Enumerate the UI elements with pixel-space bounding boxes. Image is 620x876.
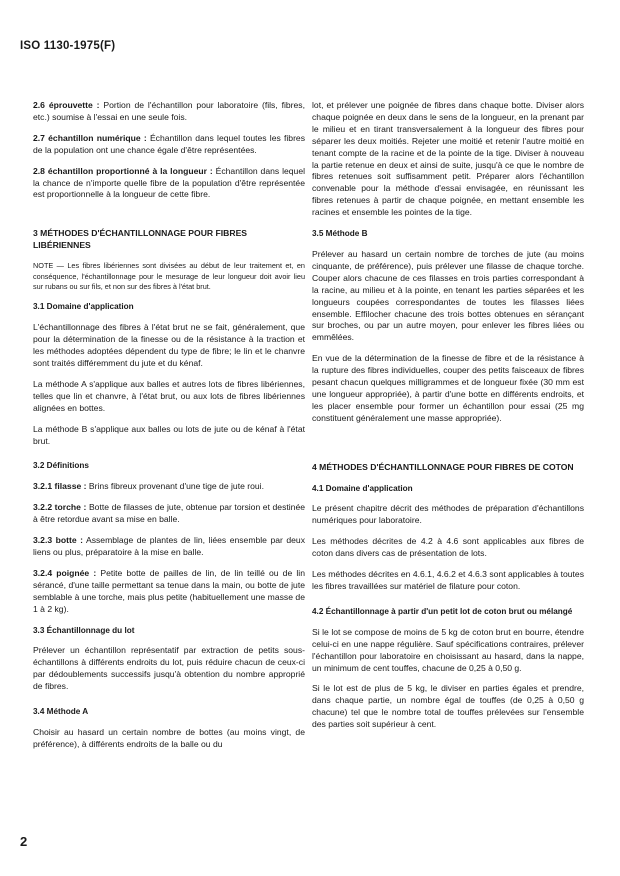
definition-text: Assemblage de plantes de lin, liées ensemble par deux liens ou plus, préparatoire à la mise en balle.	[33, 535, 305, 557]
definition-2-7	[33, 133, 305, 157]
paragraph: En vue de la détermination de la finesse de fibre et de la résistance à la rupture des fibres individuelles, couper des petits faisceaux de fibres pesant chacun quelques milligrammes et de longueur fixée (30 mm est une longueur appropriée), à partir d'une botte en différents endroits, et les placer ensemble pour former un échantillon pour essai (25 mg constituent généralement une masse appropriée).	[312, 353, 584, 423]
definition-term: 2.7 échantillon numérique :	[33, 132, 147, 143]
definition-text: Échantillon dans lequel la chance de n'importe quelle fibre de la population d'être représentée est proportionnelle à la longueur de cette fibre.	[33, 165, 306, 200]
document-header: ISO 1130-1975(F)	[20, 40, 116, 52]
definition-3-2-2	[33, 502, 305, 526]
definition-3-2-1	[33, 481, 305, 493]
definition-text: Petite botte de pailles de lin, de lin teillé ou de lin sérancé, d'une taille permettant sa tenue dans la main, ou botte de jute semblable à une torche, mais plus petite (habituellement une masse de 1 à 2 kg).	[33, 567, 305, 614]
definition-2-6	[33, 100, 305, 124]
paragraph: Choisir au hasard un certain nombre de bottes (au moins vingt, de préférence), à différents endroits de la balle ou du	[33, 726, 305, 749]
left-column	[33, 100, 305, 760]
section-3-heading: 3 MÉTHODES D'ÉCHANTILLONNAGE POUR FIBRES LIBÉRIENNES	[33, 228, 248, 251]
paragraph: Les méthodes décrites en 4.6.1, 4.6.2 et 4.6.3 sont applicables à toutes les fibres travaillées sur matériel de filature pour coton.	[312, 569, 584, 591]
section-3-note: NOTE — Les fibres libériennes sont divisées au début de leur traitement et, en conséquence, l'échantillonnage pour le mesurage de leur longueur doit avoir lieu sur rubans ou sur fils, et non sur des fibres à l'état brut.	[33, 261, 305, 291]
paragraph: Si le lot se compose de moins de 5 kg de coton brut en bourre, étendre celui-ci en une nappe régulière. Sauf spécifications contraires, prélever l'échantillon pour laboratoire en choisissant au hasard, dans la nappe, un minimum de cent touffes, chacune de 0,25 à 0,50 g.	[312, 626, 584, 673]
section-3-1-heading: 3.1 Domaine d'application	[33, 302, 134, 312]
page-number: 2	[20, 834, 28, 849]
definition-2-8	[33, 166, 305, 202]
paragraph: La méthode A s'applique aux balles et autres lots de fibres libériennes, telles que lin et chanvre, à l'état brut, ou aux lots de fibres libériennes alignées en bottes.	[33, 378, 305, 413]
section-3-3-heading: 3.3 Échantillonnage du lot	[33, 625, 135, 635]
definition-text: Échantillon dans lequel toutes les fibres de la population ont une chance égale d'être représentées.	[33, 132, 306, 155]
paragraph: Si le lot est de plus de 5 kg, le diviser en parties égales et prendre, dans chaque partie, un nombre égal de touffes (de 0,25 à 0,50 g chacune) tel que le nombre total de touffes prélevées sur l'ensemble des parties soit supérieur à cent.	[312, 683, 584, 730]
definition-term: 3.2.1 filasse :	[33, 481, 87, 492]
section-3-2-heading: 3.2 Définitions	[33, 461, 89, 471]
paragraph: Prélever un échantillon représentatif par extraction de petits sous-échantillons à différents endroits du lot, puis réduire chacun de ceux-ci par dédoublements successifs jusqu'à obtention du nombre approprié de fibres.	[33, 645, 305, 692]
definition-term: 2.6 éprouvette :	[33, 100, 100, 110]
definition-term: 2.8 échantillon proportionné à la longueur :	[33, 165, 213, 176]
definition-text: Portion de l'échantillon pour laboratoire (fils, fibres, etc.) soumise à l'essai en une seule fois.	[33, 100, 305, 122]
paragraph: Les méthodes décrites de 4.2 à 4.6 sont applicables aux fibres de coton dans divers cas de présentation de lots.	[312, 536, 584, 559]
definition-text: Brins fibreux provenant d'une tige de jute roui.	[88, 481, 264, 492]
definition-3-2-4	[33, 568, 305, 616]
paragraph: lot, et prélever une poignée de fibres dans chaque botte. Diviser alors chaque poignée en deux dans le sens de la longueur, en la prenant par le milieu et en tirant transversalement à la longueur des fibres pour séparer les deux moitiés. Rejeter une moitié et retenir l'autre moitié en tenant compte de la racine et de la pointe de la tige. Diviser à nouveau la partie retenue en deux et ainsi de suite, jusqu'à ce que le nombre de fibres retenues soit suffisamment petit. Préparer alors l'échantillon convenable pour la méthode d'essai envisagée, en réunissant les fibres retenues à partir de chaque poignée, en mettant ensemble les racines et ensemble les pointes de la tige.	[312, 100, 584, 218]
section-4-2-heading: 4.2 Échantillonnage à partir d'un petit lot de coton brut ou mélangé	[312, 606, 573, 616]
paragraph: L'échantillonnage des fibres à l'état brut ne se fait, généralement, que pour la détermination de la finesse ou de la résistance à la traction et les méthodes adoptées dépendent du type de fibre; le lin et le chanvre sont traités différemment du jute et du kénaf.	[33, 322, 305, 368]
section-3-4-heading: 3.4 Méthode A	[33, 707, 89, 717]
definition-3-2-3	[33, 535, 305, 559]
definition-term: 3.2.4 poignée :	[33, 567, 97, 578]
definition-text: Botte de filasses de jute, obtenue par torsion et destinée à être retordue avant sa mise en balle.	[33, 502, 306, 525]
section-4-heading: 4 MÉTHODES D'ÉCHANTILLONNAGE POUR FIBRES DE COTON	[312, 461, 574, 472]
paragraph: La méthode B s'applique aux balles ou lots de jute ou de kénaf à l'état brut.	[33, 423, 305, 446]
section-3-5-heading: 3.5 Méthode B	[312, 229, 368, 239]
paragraph: Prélever au hasard un certain nombre de torches de jute (au moins cinquante, de préférence), puis prélever une filasse de chaque torche. Couper alors chacune de ces filasses en trois parties correspondant à la racine, au milieu et à la pointe, en tenant les parties séparées et les longueurs coupées correspondantes de toutes les filasses liées ensemble. Effilocher chacune des trois bottes obtenues en sérançant sur broches, ou par un autre moyen, pour enlever les fibres liées ou emmêlées.	[312, 248, 584, 343]
section-4-1-heading: 4.1 Domaine d'application	[312, 483, 413, 493]
right-column	[312, 100, 584, 740]
definition-term: 3.2.3 botte :	[33, 535, 83, 546]
paragraph: Le présent chapitre décrit des méthodes de préparation d'échantillons numériques pour laboratoire.	[312, 503, 584, 526]
definition-term: 3.2.2 torche :	[33, 502, 87, 513]
